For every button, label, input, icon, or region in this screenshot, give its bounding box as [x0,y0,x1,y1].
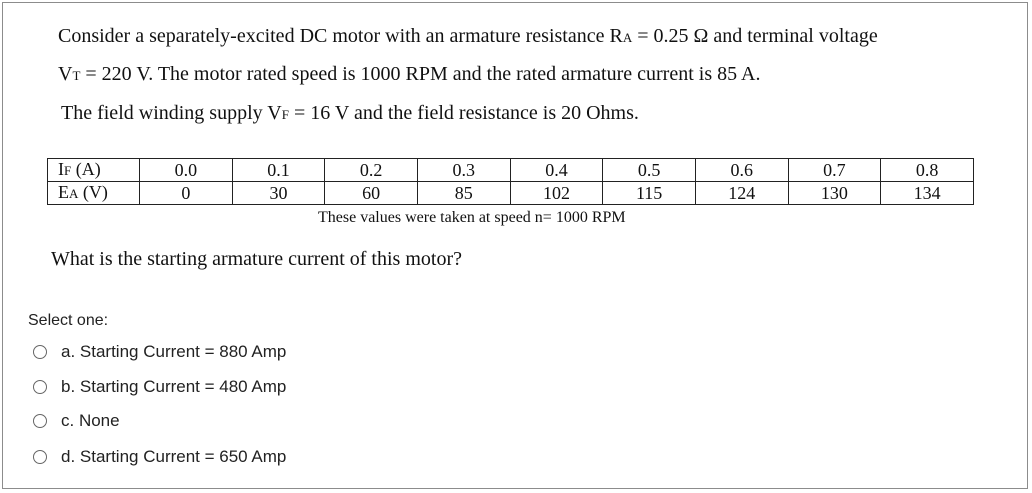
option-label: a. Starting Current = 880 Amp [61,342,287,361]
radio-button-icon[interactable] [33,380,47,394]
question-line-3: The field winding supply VF = 16 V and the field resistance is 20 Ohms. [61,102,639,124]
if-cell: 0.6 [695,159,788,182]
if-cell: 0.8 [881,159,974,182]
ea-cell: 124 [695,182,788,205]
option-label: b. Starting Current = 480 Amp [61,377,287,396]
table-row-ea [48,182,974,205]
radio-button-icon[interactable] [33,414,47,428]
select-one-label: Select one: [28,312,109,329]
if-cell: 0.3 [417,159,510,182]
ea-cell: 0 [140,182,233,205]
table-row-if [48,159,974,182]
radio-button-icon[interactable] [33,450,47,464]
option-label: d. Starting Current = 650 Amp [61,447,287,466]
ea-cell: 115 [603,182,696,205]
if-cell: 0.2 [325,159,418,182]
ea-cell: 85 [417,182,510,205]
if-cell: 0.5 [603,159,696,182]
answer-option-d[interactable] [33,445,286,469]
question-line-2: VT = 220 V. The motor rated speed is 1000 RPM and the rated armature current is 85 A. [58,63,761,85]
row-label-ea: EA (V) [48,182,140,205]
answer-option-c[interactable] [33,409,120,433]
ea-cell: 102 [510,182,603,205]
if-cell: 0.1 [232,159,325,182]
answer-option-b[interactable] [33,375,286,399]
table-caption: These values were taken at speed n= 1000 RPM [318,209,626,226]
ea-cell: 60 [325,182,418,205]
if-cell: 0.0 [140,159,233,182]
ea-cell: 134 [881,182,974,205]
option-label: c. None [61,411,120,430]
question-card [2,2,1028,489]
magnetization-table [47,158,974,205]
if-cell: 0.7 [788,159,881,182]
ea-cell: 30 [232,182,325,205]
row-label-if: IF (A) [48,159,140,182]
question-prompt: What is the starting armature current of this motor? [51,248,462,270]
ea-cell: 130 [788,182,881,205]
question-line-1: Consider a separately-excited DC motor with an armature resistance RA = 0.25 Ω and terminal voltage [58,25,878,47]
answer-option-a[interactable] [33,340,286,364]
if-cell: 0.4 [510,159,603,182]
radio-button-icon[interactable] [33,345,47,359]
